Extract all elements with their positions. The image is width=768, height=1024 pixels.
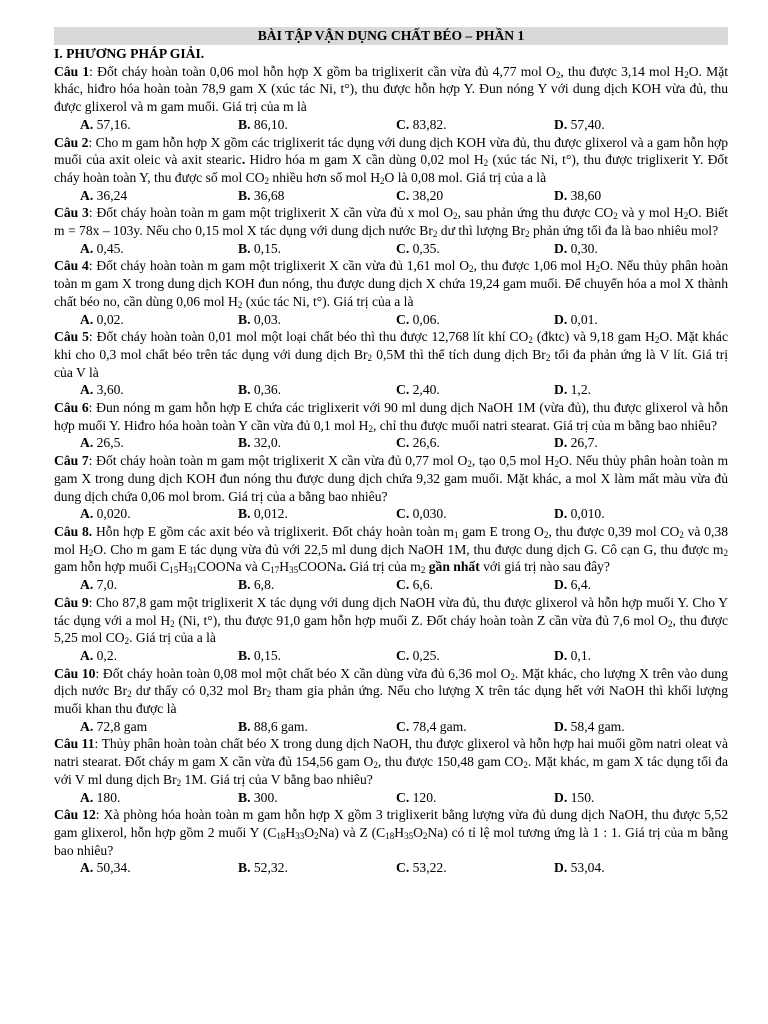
question-text: [54, 806, 728, 859]
option-value: 0,02.: [93, 311, 124, 327]
answer-options: [54, 434, 728, 452]
option-letter: C.: [396, 718, 410, 734]
option-value: 6,6.: [409, 577, 434, 593]
question-label: Câu 7: [54, 453, 89, 469]
option-value: 0,36.: [250, 382, 282, 398]
option-value: 50,34.: [93, 860, 131, 876]
option-value: 6,8.: [250, 577, 275, 593]
answer-options: [54, 789, 728, 807]
option-letter: C.: [396, 382, 410, 398]
option-value: 36,68: [250, 187, 285, 203]
question-text: [54, 134, 728, 187]
question-body: : Đốt cháy hoàn toàn 0,06 mol hỗn hợp X gồm ba triglixerit cần vừa đủ 4,77 mol $O_2$, thu được 3,14 mol $H_2O$. Mặt khác, hiđro hóa hoàn toàn 78,9 gam X (xúc tác Ni, t°), thu được hỗn hợp Y. Đun nóng Y với dung dịch KOH vừa đủ, thu được glixerol và m gam muối. Giá trị của m là: [54, 63, 729, 115]
answer-option-d[interactable]: [554, 116, 712, 134]
option-letter: C.: [396, 311, 410, 327]
question-body: : Đốt cháy hoàn toàn m gam một triglixerit X cần vừa đủ 1,61 mol $O_2$, thu được 1,06 mol $H_2O$. Nếu thủy phân hoàn toàn m gam X trong dung dịch KOH đun nóng, thu được dung dịch X chứa 19,24 gam muối. Để chuyển hóa a mol X thành chất béo no, cần dùng 0,06 mol $H_2$ (xúc tác Ni, t°). Giá trị của a là: [54, 258, 728, 310]
question-text: [54, 523, 728, 576]
question-label: Câu 10: [54, 665, 96, 681]
option-value: 0,25.: [409, 647, 440, 663]
option-letter: A.: [80, 187, 94, 203]
option-letter: A.: [80, 789, 94, 805]
option-letter: B.: [238, 187, 251, 203]
option-letter: D.: [554, 240, 568, 256]
option-value: 1,2.: [567, 382, 592, 398]
question-label: Câu 4: [54, 258, 89, 274]
question-body: Hỗn hợp E gồm các axit béo và triglixerit. Đốt cháy hoàn toàn $m_1$ gam E trong $O_2$, thu được 0,39 mol $CO_2$ và 0,38 mol $H_2O$. Cho m gam E tác dụng vừa đủ với 22,5 ml dung dịch NaOH 1M, thu được dung dịch G. Cô cạn G, thu được $m_2$ gam hỗn hợp muối $C_{15}H_{31}COONa$ và $C_{17}H_{35}COONa$. Giá trị của $m_2$ gần nhất với giá trị nào sau đây?: [54, 523, 728, 576]
answer-options: [54, 647, 728, 665]
option-letter: D.: [554, 789, 568, 805]
option-letter: D.: [554, 435, 568, 451]
question-label: Câu 2: [54, 134, 89, 150]
option-letter: A.: [80, 860, 94, 876]
option-letter: C.: [396, 116, 410, 132]
option-letter: B.: [238, 577, 251, 593]
answer-option-b[interactable]: [238, 240, 396, 258]
answer-option-b[interactable]: [238, 576, 396, 594]
question-4: [54, 257, 728, 328]
question-label: Câu 1: [54, 63, 90, 79]
option-letter: A.: [80, 311, 94, 327]
option-value: 32,0.: [250, 435, 282, 451]
option-letter: B.: [238, 506, 251, 522]
option-letter: A.: [80, 435, 94, 451]
answer-option-c[interactable]: [396, 505, 554, 523]
answer-options: [54, 505, 728, 523]
question-body: : Thủy phân hoàn toàn chất béo X trong dung dịch NaOH, thu được glixerol và hỗn hợp hai muối gồm natri oleat và natri stearat. Đốt cháy m gam X cần vừa đủ 154,56 gam $O_2$, thu được 150,48 gam $CO_2$. Mặt khác, m gam X tác dụng tối đa với V ml dung dịch $Br_2$ 1M. Giá trị của V bằng bao nhiêu?: [54, 736, 729, 788]
option-letter: B.: [238, 116, 251, 132]
answer-option-b[interactable]: [238, 718, 396, 736]
answer-options: [54, 381, 728, 399]
option-letter: D.: [554, 187, 568, 203]
option-letter: C.: [396, 506, 410, 522]
question-9: [54, 594, 728, 665]
option-value: 36,24: [93, 187, 128, 203]
answer-option-d[interactable]: [554, 859, 712, 877]
option-value: 0,06.: [409, 311, 440, 327]
answer-option-b[interactable]: [238, 311, 396, 329]
answer-option-c[interactable]: [396, 434, 554, 452]
option-value: 26,5.: [93, 435, 124, 451]
answer-option-d[interactable]: [554, 576, 712, 594]
answer-option-b[interactable]: [238, 434, 396, 452]
answer-options: [54, 116, 728, 134]
answer-option-b[interactable]: [238, 187, 396, 205]
option-value: 53,22.: [409, 860, 447, 876]
option-value: 78,4 gam.: [409, 718, 467, 734]
option-letter: B.: [238, 311, 251, 327]
option-value: 53,04.: [567, 860, 605, 876]
question-body: : Đun nóng m gam hỗn hợp E chứa các triglixerit với 90 ml dung dịch NaOH 1M (vừa đủ), thu được glixerol và hỗn hợp muối Y. Hiđro hóa hoàn toàn Y cần vừa đủ 0,1 mol $H_2$, chỉ thu được muối natri stearat. Giá trị của m bằng bao nhiêu?: [54, 400, 728, 434]
option-value: 57,40.: [567, 116, 605, 132]
answer-option-c[interactable]: [396, 789, 554, 807]
option-letter: C.: [396, 860, 410, 876]
answer-option-a[interactable]: [80, 718, 238, 736]
question-text: [54, 735, 728, 788]
option-letter: D.: [554, 116, 568, 132]
answer-option-a[interactable]: [80, 240, 238, 258]
answer-option-d[interactable]: [554, 311, 712, 329]
question-5: [54, 328, 728, 399]
answer-option-a[interactable]: [80, 434, 238, 452]
question-label: Câu 11: [54, 736, 95, 752]
option-value: 3,60.: [93, 382, 124, 398]
option-letter: C.: [396, 789, 410, 805]
question-label: Câu 12: [54, 807, 96, 823]
answer-option-b[interactable]: [238, 859, 396, 877]
option-value: 26,7.: [567, 435, 598, 451]
question-text: [54, 257, 728, 310]
option-letter: B.: [238, 435, 251, 451]
answer-option-d[interactable]: [554, 718, 712, 736]
question-label: Câu 6: [54, 400, 89, 416]
option-letter: B.: [238, 718, 251, 734]
option-value: 26,6.: [409, 435, 440, 451]
option-letter: A.: [80, 506, 94, 522]
option-value: 88,6 gam.: [250, 718, 308, 734]
option-value: 58,4 gam.: [567, 718, 625, 734]
answer-option-a[interactable]: [80, 576, 238, 594]
option-value: 0,01.: [567, 311, 598, 327]
question-text: [54, 204, 728, 239]
question-7: [54, 452, 728, 523]
option-letter: B.: [238, 789, 251, 805]
question-3: [54, 204, 728, 257]
answer-option-c[interactable]: [396, 240, 554, 258]
answer-options: [54, 240, 728, 258]
option-value: 86,10.: [250, 116, 288, 132]
answer-option-c[interactable]: [396, 576, 554, 594]
option-letter: D.: [554, 506, 568, 522]
option-value: 0,15.: [250, 647, 282, 663]
option-letter: D.: [554, 718, 568, 734]
option-value: 0,15.: [250, 240, 282, 256]
option-letter: B.: [238, 240, 251, 256]
option-value: 83,82.: [409, 116, 447, 132]
question-text: [54, 63, 728, 116]
question-11: [54, 735, 728, 806]
option-value: 0,010.: [567, 506, 605, 522]
answer-option-c[interactable]: [396, 187, 554, 205]
question-text: [54, 328, 728, 381]
answer-option-c[interactable]: [396, 311, 554, 329]
option-letter: C.: [396, 187, 410, 203]
question-1: [54, 63, 728, 134]
option-letter: C.: [396, 647, 410, 663]
answer-option-b[interactable]: [238, 789, 396, 807]
option-value: 38,60: [567, 187, 602, 203]
option-letter: A.: [80, 116, 94, 132]
answer-option-a[interactable]: [80, 311, 238, 329]
answer-option-d[interactable]: [554, 240, 712, 258]
option-letter: D.: [554, 382, 568, 398]
question-label: Câu 3: [54, 205, 89, 221]
option-letter: C.: [396, 435, 410, 451]
answer-option-c[interactable]: [396, 381, 554, 399]
answer-option-a[interactable]: [80, 647, 238, 665]
option-letter: D.: [554, 647, 568, 663]
question-label: Câu 9: [54, 594, 89, 610]
option-value: 0,1.: [567, 647, 592, 663]
answer-options: [54, 187, 728, 205]
answer-option-b[interactable]: [238, 381, 396, 399]
option-letter: D.: [554, 311, 568, 327]
section-heading: I. PHƯƠNG PHÁP GIẢI.: [54, 46, 205, 61]
option-value: 300.: [250, 789, 278, 805]
option-value: 6,4.: [567, 577, 592, 593]
question-text: [54, 399, 728, 434]
answer-options: [54, 718, 728, 736]
option-letter: A.: [80, 577, 94, 593]
question-list: [54, 63, 728, 877]
option-value: 0,03.: [250, 311, 282, 327]
option-value: 0,020.: [93, 506, 131, 522]
option-value: 180.: [93, 789, 121, 805]
page-title: BÀI TẬP VẬN DỤNG CHẤT BÉO – PHẦN 1: [54, 27, 728, 45]
option-value: 0,45.: [93, 240, 124, 256]
question-8: [54, 523, 728, 594]
question-text: [54, 665, 728, 718]
answer-option-c[interactable]: [396, 718, 554, 736]
question-10: [54, 665, 728, 736]
question-text: [54, 452, 728, 505]
option-value: 0,30.: [567, 240, 598, 256]
option-value: 150.: [567, 789, 595, 805]
answer-option-c[interactable]: [396, 116, 554, 134]
question-body: : Xà phòng hóa hoàn toàn m gam hỗn hợp X gồm 3 triglixerit bằng lượng vừa đủ dung dịch NaOH, thu được 5,52 gam glixerol, hỗn hợp gồm 2 muối Y $(C_{18}H_{33}O_2Na)$ và Z $(C_{18}H_{35}O_2Na)$ có tỉ lệ mol tương ứng là 1 : 1. Giá trị của m bằng bao nhiêu?: [54, 807, 729, 858]
answer-option-c[interactable]: [396, 647, 554, 665]
answer-option-b[interactable]: [238, 116, 396, 134]
option-letter: D.: [554, 577, 568, 593]
option-value: 57,16.: [93, 116, 131, 132]
answer-option-a[interactable]: [80, 505, 238, 523]
option-value: 120.: [409, 789, 437, 805]
option-letter: A.: [80, 647, 94, 663]
option-value: 38,20: [409, 187, 444, 203]
answer-option-d[interactable]: [554, 647, 712, 665]
option-value: 72,8 gam: [93, 718, 148, 734]
option-value: 0,35.: [409, 240, 440, 256]
option-letter: C.: [396, 240, 410, 256]
question-text: [54, 594, 728, 647]
question-body: : Đốt cháy hoàn toàn 0,01 mol một loại chất béo thì thu được 12,768 lít khí $CO_2$ (đktc) và 9,18 gam $H_2O$. Mặt khác khi cho 0,3 mol chất béo trên tác dụng với dung dịch $Br_2$ 0,5M thì thể tích dung dịch $Br_2$ tối đa phản ứng là V lít. Giá trị của V là: [54, 329, 728, 380]
question-body: : Đốt cháy hoàn toàn m gam một triglixerit X cần vừa đủ x mol $O_2$, sau phản ứng thu được $CO_2$ và y mol $H_2O$. Biết m = 78x – 103y. Nếu cho 0,15 mol X tác dụng với dung dịch nước $Br_2$ dư thì lượng $Br_2$ phản ứng tối đa là bao nhiêu mol?: [54, 205, 728, 240]
answer-options: [54, 576, 728, 594]
answer-option-d[interactable]: [554, 789, 712, 807]
option-letter: A.: [80, 382, 94, 398]
question-body: : Cho 87,8 gam một triglixerit X tác dụng với dung dịch NaOH vừa đủ, thu được glixerol và hỗn hợp muối Y. Cho Y tác dụng với a mol $H_2$ (Ni, t°), thu được 91,0 gam hỗn hợp muối Z. Đốt cháy hoàn toàn Z cần vừa đủ 7,6 mol $O_2$, thu được 5,25 mol $CO_2$. Giá trị của a là: [54, 594, 728, 647]
option-letter: C.: [396, 577, 410, 593]
answer-option-d[interactable]: [554, 434, 712, 452]
question-2: [54, 134, 728, 205]
option-letter: B.: [238, 647, 251, 663]
answer-option-a[interactable]: [80, 187, 238, 205]
option-letter: B.: [238, 382, 251, 398]
answer-options: [54, 859, 728, 877]
answer-option-d[interactable]: [554, 381, 712, 399]
answer-option-a[interactable]: [80, 789, 238, 807]
answer-option-a[interactable]: [80, 859, 238, 877]
option-letter: A.: [80, 240, 94, 256]
option-value: 0,012.: [250, 506, 288, 522]
answer-option-c[interactable]: [396, 859, 554, 877]
option-value: 2,40.: [409, 382, 440, 398]
question-body: : Đốt cháy hoàn toàn m gam một triglixerit X cần vừa đủ 0,77 mol $O_2$, tạo 0,5 mol $H_2O$. Nếu thủy phân hoàn toàn m gam X trong dung dịch KOH đun nóng thu được dung dịch chứa 9,32 gam muối. Mặt khác, a mol X làm mất màu vừa đủ dung dịch chứa 0,06 mol brom. Giá trị của a bằng bao nhiêu?: [54, 453, 729, 504]
option-value: 52,32.: [250, 860, 288, 876]
answer-option-d[interactable]: [554, 505, 712, 523]
option-letter: D.: [554, 860, 568, 876]
question-12: [54, 806, 728, 877]
question-label: Câu 8.: [54, 523, 93, 539]
answer-option-a[interactable]: [80, 381, 238, 399]
option-value: 7,0.: [93, 577, 118, 593]
answer-options: [54, 311, 728, 329]
option-letter: B.: [238, 860, 251, 876]
answer-option-a[interactable]: [80, 116, 238, 134]
question-body: : Cho m gam hỗn hợp X gồm các triglixerit tác dụng với dung dịch KOH vừa đủ, thu được glixerol và a gam hỗn hợp muối của axit oleic và axit stearic. Hidro hóa m gam X cần dùng 0,02 mol $H_2$ (xúc tác Ni, t°), thu được triglixerit Y. Đốt cháy hoàn toàn Y, thu được số mol $CO_2$ nhiều hơn số mol $H_2O$ là 0,08 mol. Giá trị của a là: [54, 134, 729, 186]
answer-option-b[interactable]: [238, 505, 396, 523]
answer-option-b[interactable]: [238, 647, 396, 665]
option-value: 0,030.: [409, 506, 447, 522]
question-6: [54, 399, 728, 452]
option-letter: A.: [80, 718, 94, 734]
answer-option-d[interactable]: [554, 187, 712, 205]
option-value: 0,2.: [93, 647, 118, 663]
question-body: : Đốt cháy hoàn toàn 0,08 mol một chất béo X cần dùng vừa đủ 6,36 mol $O_2$. Mặt khác, cho lượng X trên vào dung dịch nước $Br_2$ dư thấy có 0,32 mol $Br_2$ tham gia phản ứng. Nếu cho lượng X trên tác dụng hết với NaOH thì khối lượng muối khan thu được là: [54, 665, 728, 717]
question-label: Câu 5: [54, 329, 89, 345]
